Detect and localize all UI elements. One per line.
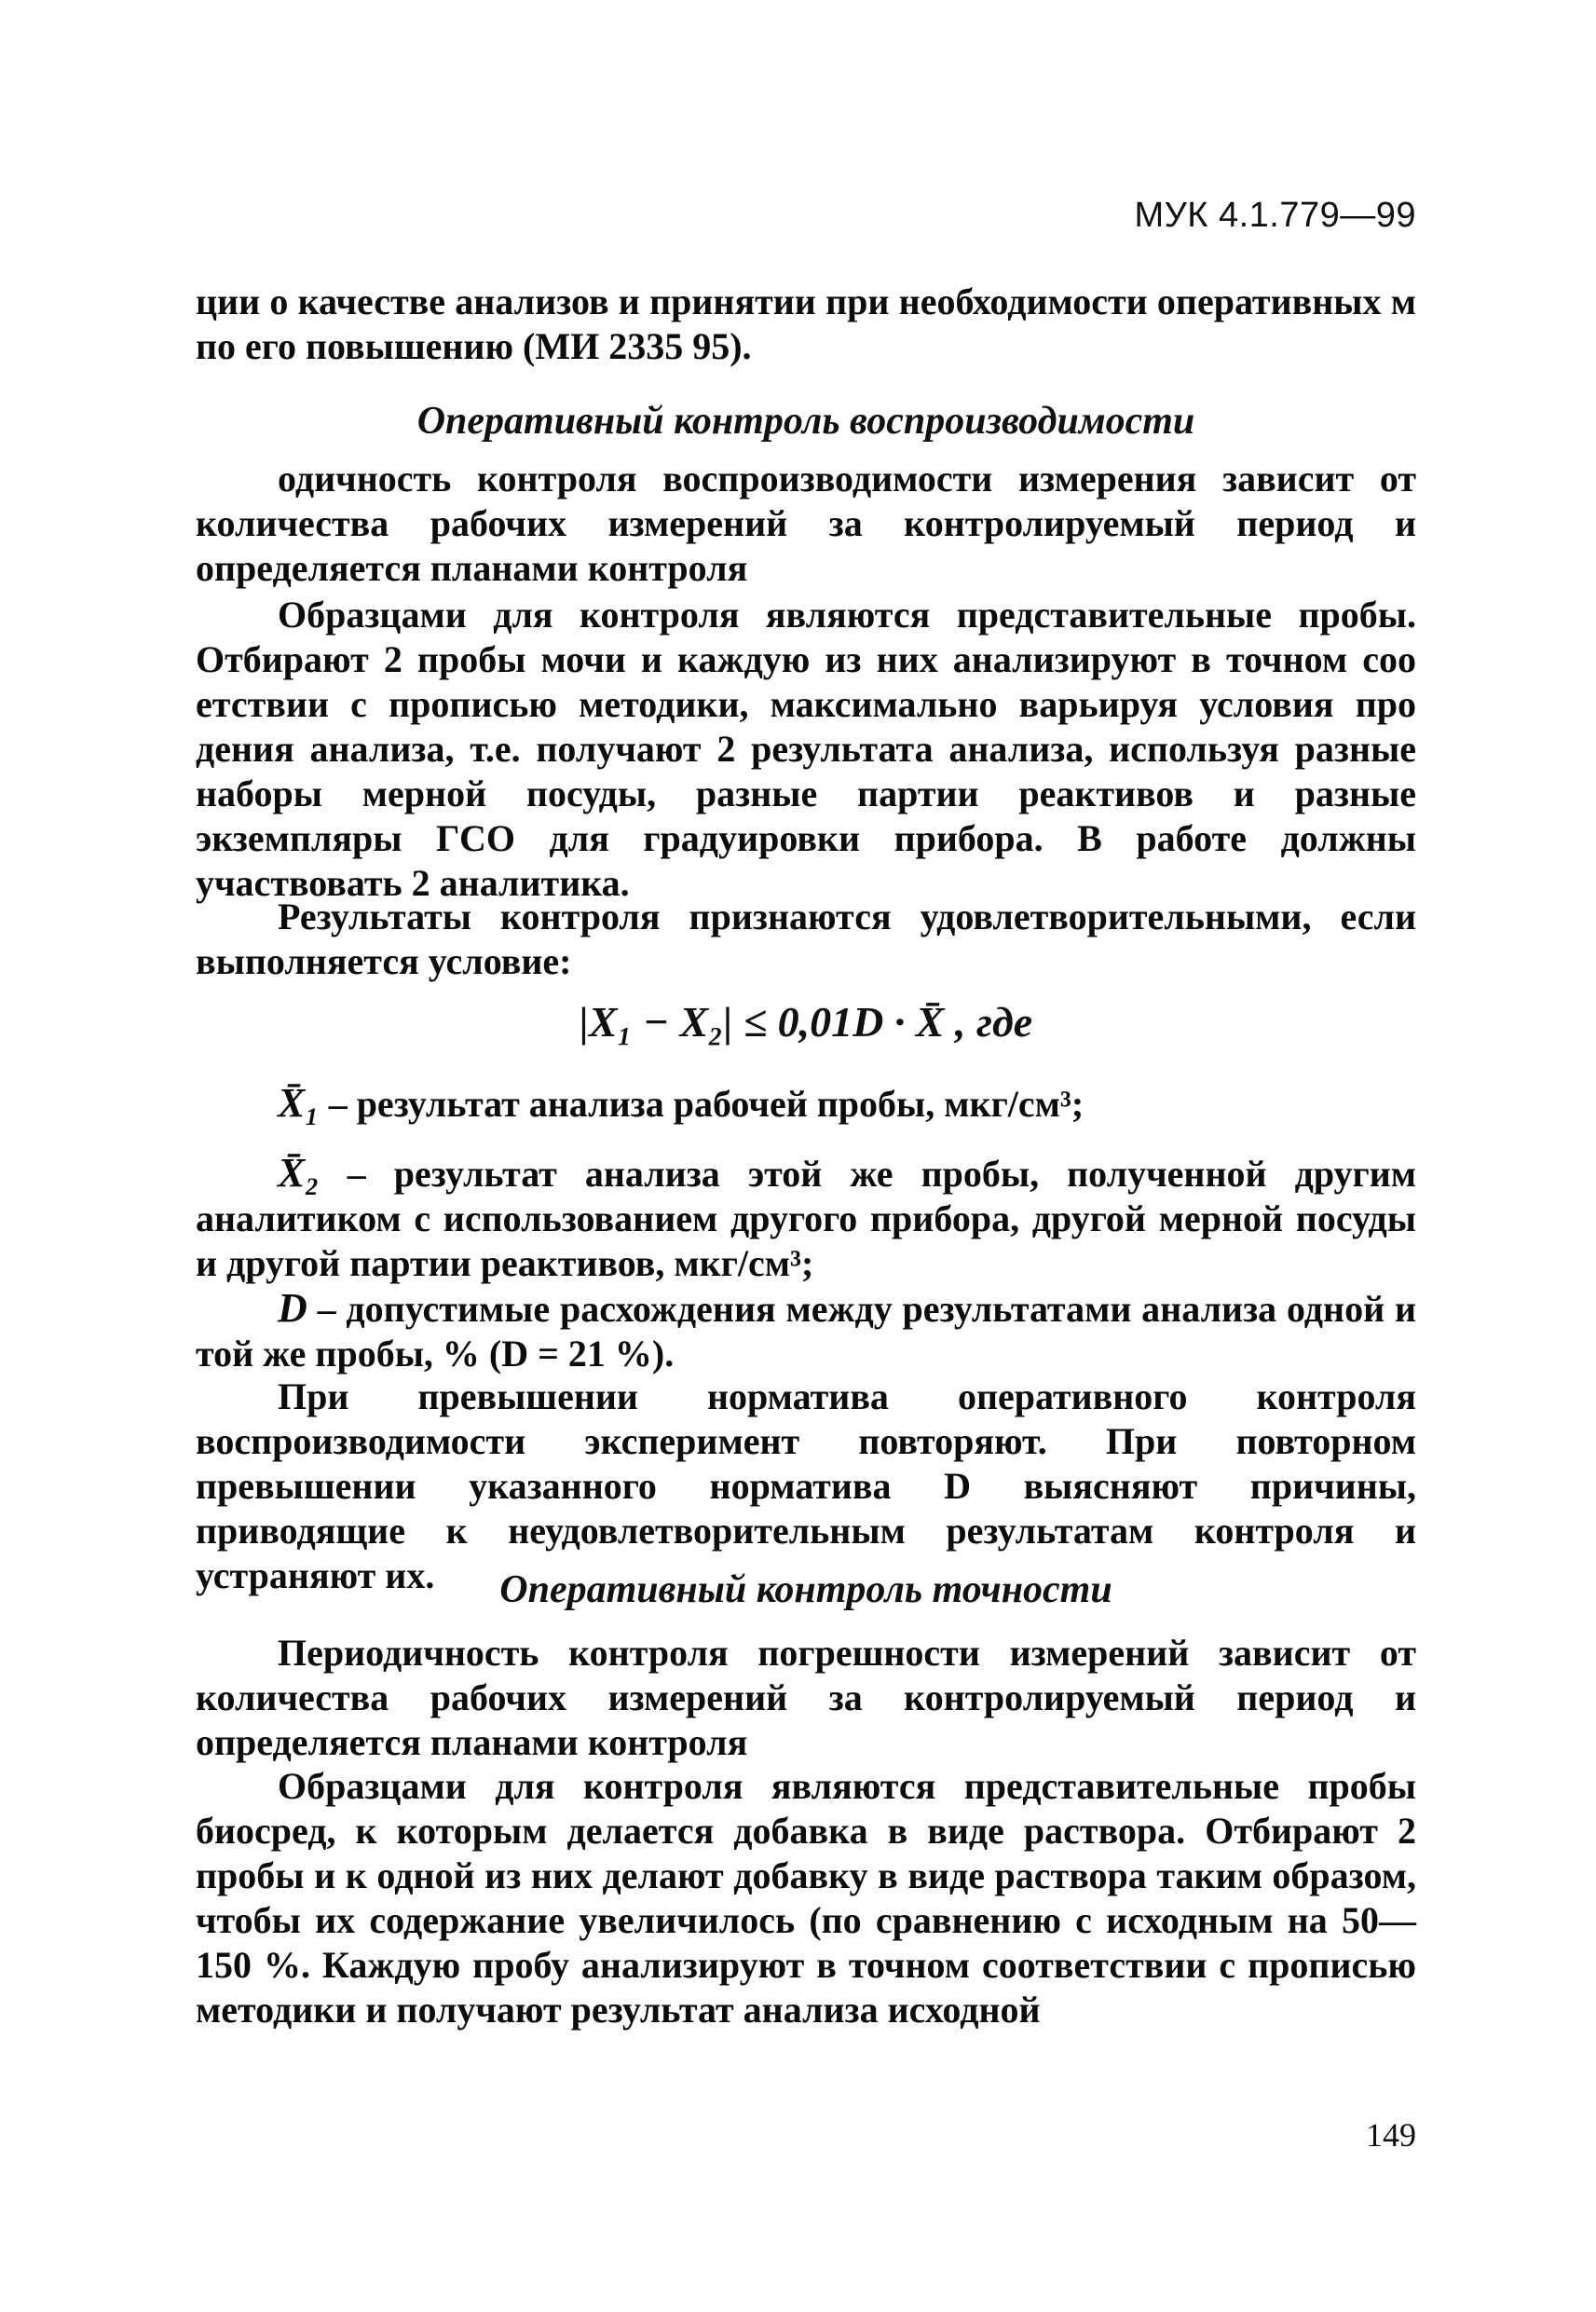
symbol-d: D <box>278 1285 307 1331</box>
definition-x2 <box>196 1151 1416 1286</box>
intro-text: ции о качестве анализов и принятии при необходимости оперативных м по его повышению (МИ 2335 95). <box>196 280 1416 367</box>
definition-d <box>196 1286 1416 1376</box>
section-heading-accuracy: Оперативный контроль точности <box>499 1568 1112 1611</box>
definition-x1-text: – результат анализа рабочей пробы, мкг/см³; <box>319 1083 1084 1125</box>
reproducibility-formula: |X₁ − X₂| ≤ 0,01D · X̄ , где <box>579 998 1033 1046</box>
accuracy-paragraph-1 <box>196 1631 1416 1765</box>
symbol-x1: X̄₁ <box>278 1080 320 1126</box>
section-heading-reproducibility: Оперативный контроль воспроизводимости <box>416 400 1195 443</box>
definition-x2-text: – результат анализа этой же пробы, полученной другим аналитиком с использованием другого прибора, другой мерной посуды и другой партии реактивов, мкг/см³; <box>196 1153 1416 1284</box>
document-code: МУК 4.1.779—99 <box>1134 196 1416 235</box>
intro-paragraph <box>196 280 1416 369</box>
paragraph-text: Образцами для контроля являются представительные пробы. Отбирают 2 пробы мочи и каждую из них анализируют в точном соо етствии с прописью методики, максимально варьируя условия про дения анализа, т.е. получают 2 результата анализа, используя разные наборы мерной посуды, разные партии реактивов и разные экземпляры ГСО для градуировки прибора. В работе должны участвовать 2 аналитика. <box>196 594 1416 904</box>
accuracy-paragraph-2 <box>196 1764 1416 2032</box>
paragraph-text: Образцами для контроля являются представительные пробы биосред, к которым делается добавка в виде раствора. Отбирают 2 пробы и к одной из них делают добавку в виде раствора таким образом, чтобы их содержание увеличилось (по сравнению с исходным на 50—150 %. Каждую пробу анализируют в точном соответствии с прописью методики и получают результат анализа исходной <box>196 1765 1416 2031</box>
reproducibility-paragraph-3 <box>196 895 1416 984</box>
reproducibility-paragraph-4 <box>196 1375 1416 1598</box>
definition-d-text: – допустимые расхождения между результатами анализа одной и той же пробы, % (D = 21 %). <box>196 1288 1416 1375</box>
paragraph-text: одичность контроля воспроизводимости измерения зависит от количества рабочих измерений за контролируемый период и определяется планами контроля <box>196 458 1416 589</box>
paragraph-text: Результаты контроля признаются удовлетворительными, если выполняется условие: <box>196 896 1416 982</box>
reproducibility-paragraph-2 <box>196 593 1416 906</box>
paragraph-text: При превышении норматива оперативного контроля воспроизводимости эксперимент повторяют. При повторном превышении указанного норматива D выясняют причины, приводящие к неудовлетворительным результатам контроля и устраняют их. <box>196 1375 1416 1596</box>
paragraph-text: Периодичность контроля погрешности измерений зависит от количества рабочих измерений за контролируемый период и определяется планами контроля <box>196 1632 1416 1763</box>
page-number: 149 <box>1366 2116 1416 2154</box>
definition-x1 <box>196 1081 1416 1127</box>
reproducibility-paragraph-1 <box>196 457 1416 591</box>
symbol-x2: X̄₂ <box>278 1150 320 1196</box>
